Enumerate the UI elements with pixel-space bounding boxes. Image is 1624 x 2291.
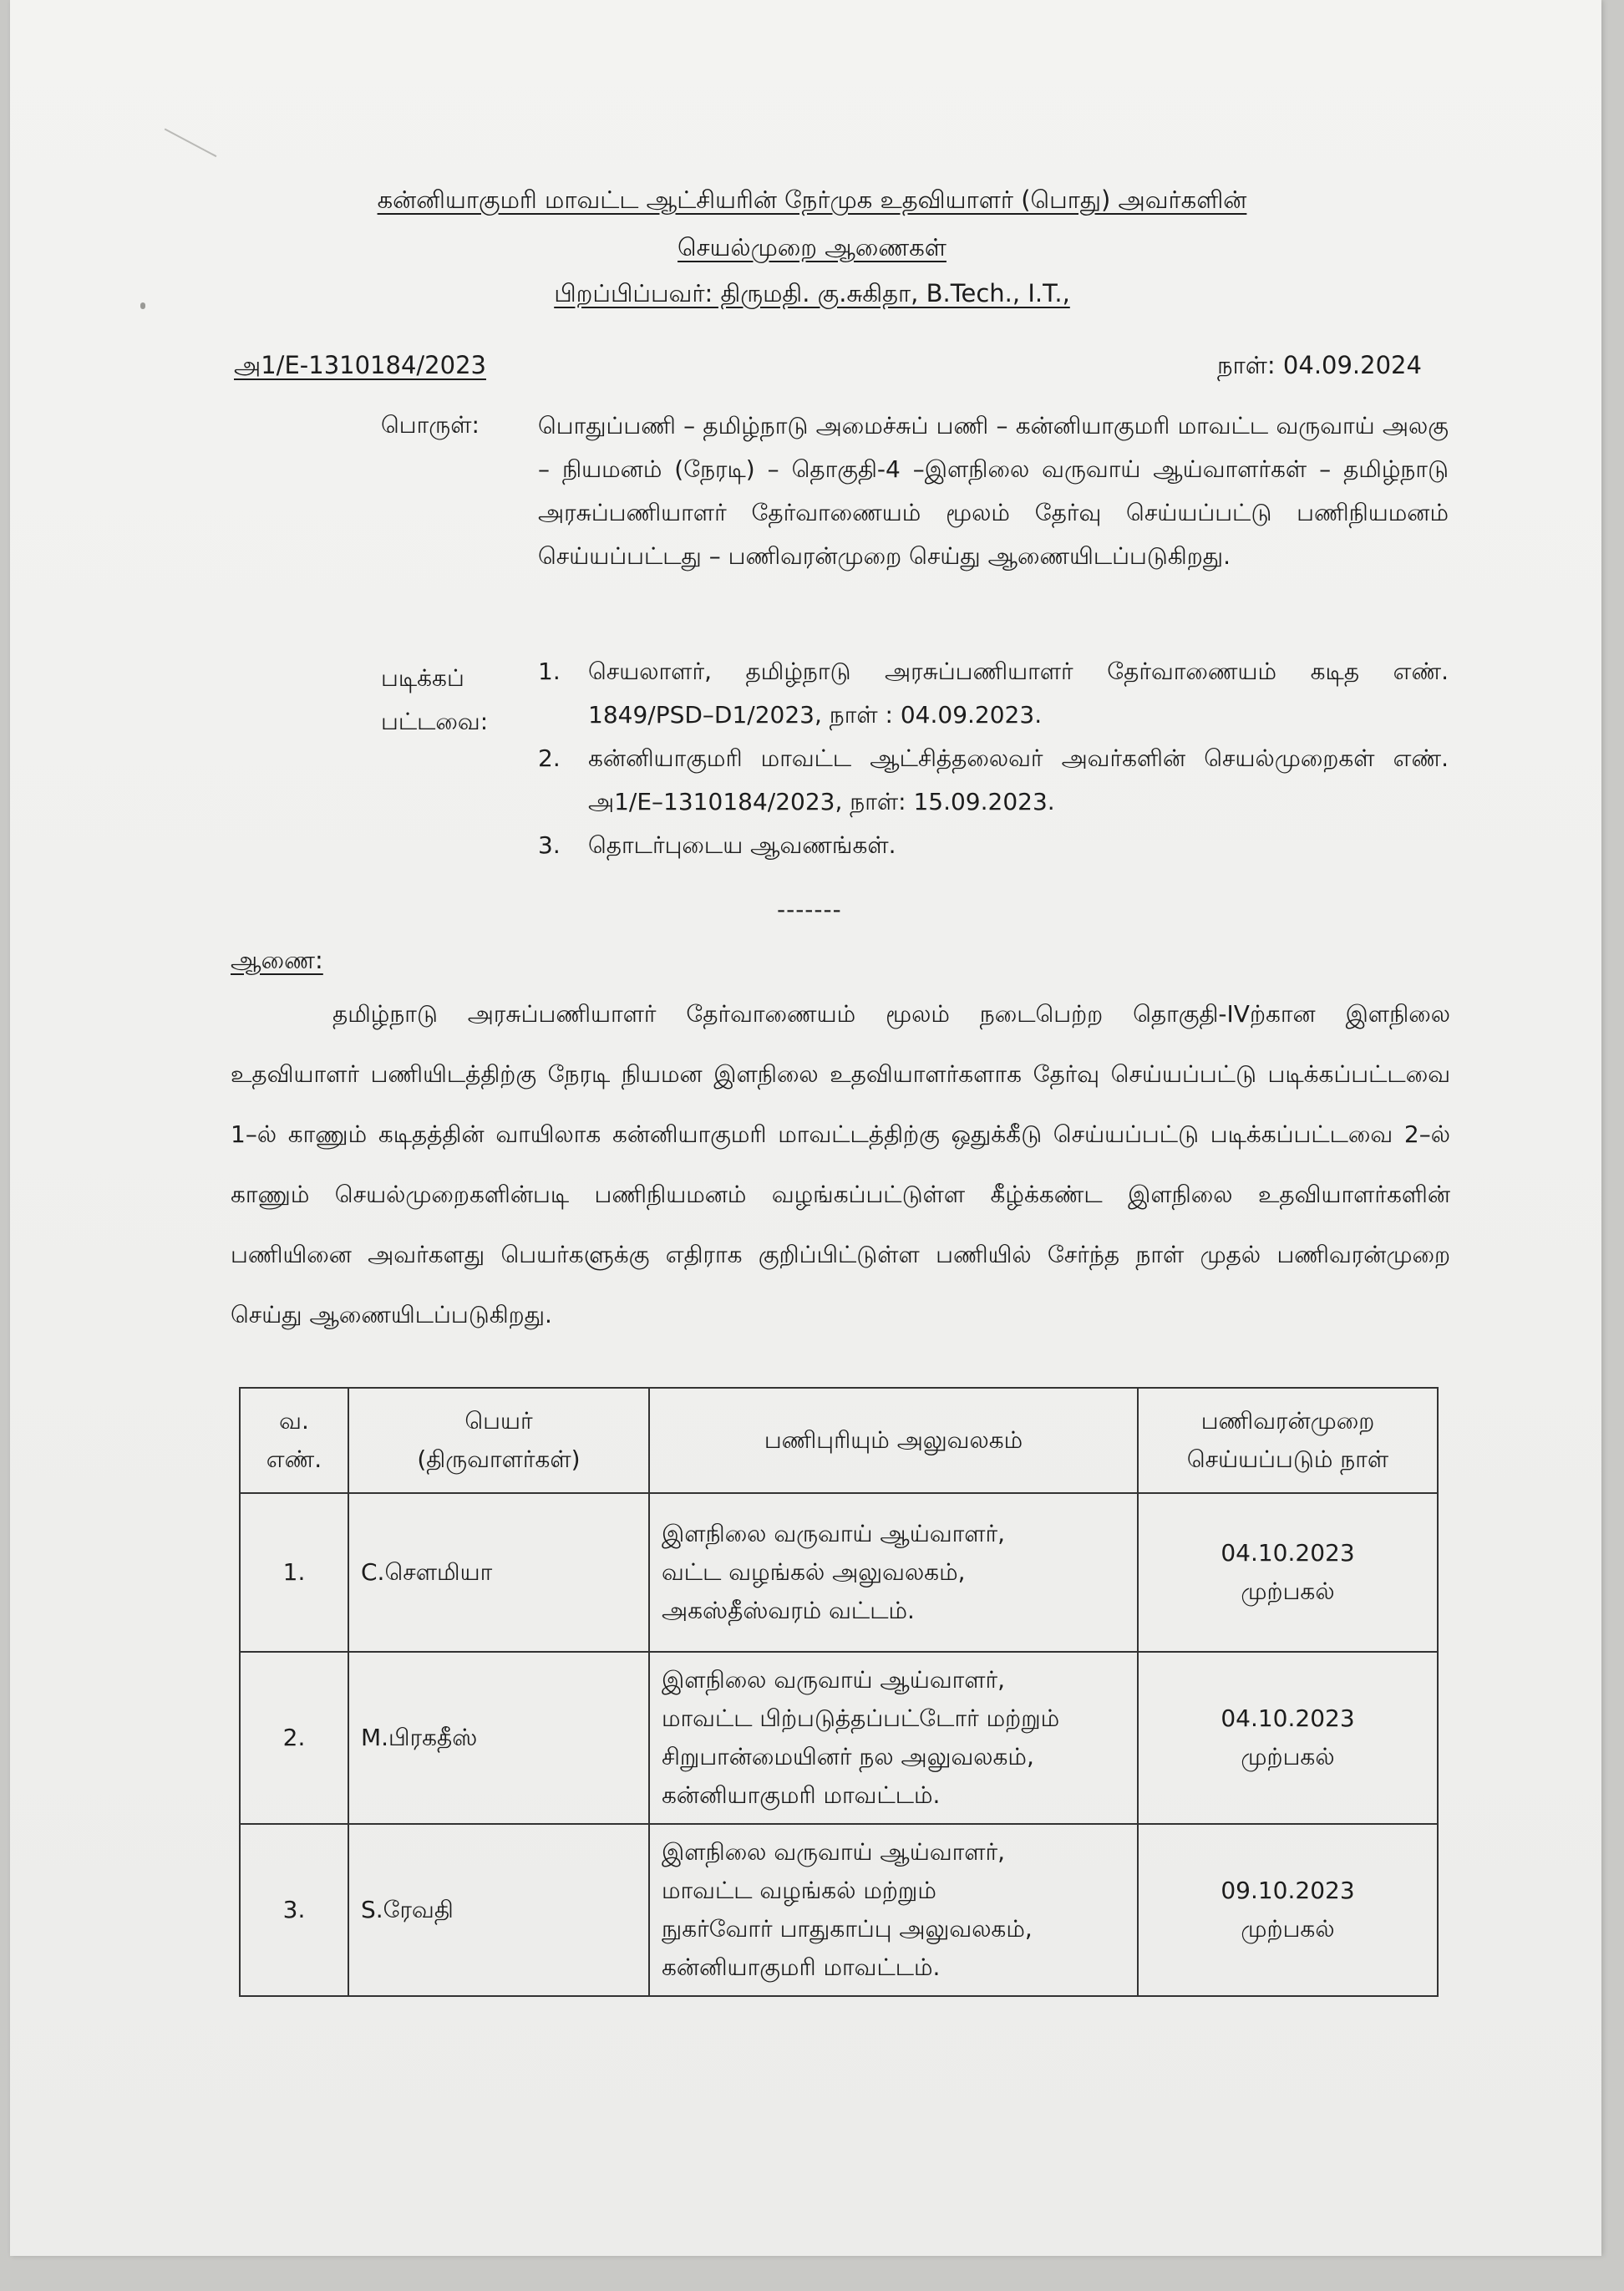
references-list [538,650,1449,867]
header-regularisation-date [1138,1388,1438,1493]
reference-item-number: 2. [538,744,561,772]
row-session: முற்பகல் [1241,1743,1335,1770]
table-row [240,1824,1438,1996]
reference-item-text: செயலாளர், தமிழ்நாடு அரசுப்பணியாளர் தேர்வாணையம் கடித எண். 1849/PSD–D1/2023, நாள் : 04.09.2023. [588,658,1449,729]
reference-item [538,737,1449,824]
header-text: பெயர் [464,1407,533,1435]
header-issuer-line: பிறப்பிப்பவர்: திருமதி. கு.சுகிதா, B.Tech., I.T., [554,279,1070,307]
office-line: மாவட்ட பிற்படுத்தப்பட்டோர் மற்றும் [662,1704,1060,1732]
row-session: முற்பகல் [1241,1577,1335,1605]
header-title-line2: செயல்முறை ஆணைகள் [678,233,946,262]
references-label: படிக்கப் பட்டவை: [381,664,489,735]
order-body-text: தமிழ்நாடு அரசுப்பணியாளர் தேர்வாணையம் மூலம் நடைபெற்ற தொகுதி-IVற்கான இளநிலை உதவியாளர் பணியிடத்திற்கு நேரடி நியமன இளநிலை உதவியாளர்களாக தேர்வு செய்யப்பட்டு படிக்கப்பட்டவை 1–ல் காணும் கடிதத்தின் வாயிலாக கன்னியாகுமரி மாவட்டத்திற்கு ஒதுக்கீடு செய்யப்பட்டு படிக்கப்பட்டவை 2–ல் காணும் செயல்முறைகளின்படி பணிநியமனம் வழங்கப்பட்டுள்ள கீழ்க்கண்ட இளநிலை உதவியாளர்களின் பணியினை அவர்களது பெயர்களுக்கு எதிராக குறிப்பிட்டுள்ள பணியில் சேர்ந்த நாள் முதல் பணிவரன்முறை செய்து ஆணையிடப்படுகிறது. [231,1000,1450,1328]
header-text: எண். [266,1445,322,1473]
row-date [1138,1824,1438,1996]
subject-text: பொதுப்பணி – தமிழ்நாடு அமைச்சுப் பணி – கன்னியாகுமரி மாவட்ட வருவாய் அலகு – நியமனம் (நேரடி) – தொகுதி-4 –இளநிலை வருவாய் ஆய்வாளர்கள் – தமிழ்நாடு அரசுப்பணியாளர் தேர்வாணையம் மூலம் தேர்வு செய்யப்பட்டு பணிநியமனம் செய்யப்பட்டது – பணிவரன்முறை செய்து ஆணையிடப்படுகிறது. [538,412,1449,570]
office-line: நுகர்வோர் பாதுகாப்பு அலுவலகம், [662,1915,1033,1943]
document-date: நாள்: 04.09.2024 [1217,351,1422,379]
header-name [348,1388,649,1493]
row-serial-number: 1. [240,1493,348,1652]
row-date-value: 04.10.2023 [1221,1704,1355,1732]
reference-item-number: 1. [538,658,561,685]
office-line: இளநிலை வருவாய் ஆய்வாளர், [662,1666,1006,1694]
reference-item-text: தொடர்புடைய ஆவணங்கள். [588,831,896,859]
office-line: கன்னியாகுமரி மாவட்டம். [662,1781,941,1809]
row-name: M.பிரகதீஸ் [348,1652,649,1824]
table-header-row [240,1388,1438,1493]
row-date [1138,1493,1438,1652]
row-serial-number: 2. [240,1652,348,1824]
header-text: (திருவாளர்கள்) [417,1445,581,1473]
row-office [649,1652,1138,1824]
reference-item [538,824,1449,867]
table-row [240,1493,1438,1652]
office-line: வட்ட வழங்கல் அலுவலகம், [662,1558,966,1586]
section-separator: ------- [777,896,842,923]
row-office [649,1493,1138,1652]
subject-label: பொருள்: [381,411,480,439]
row-serial-number: 3. [240,1824,348,1996]
row-date [1138,1652,1438,1824]
row-session: முற்பகல் [1241,1915,1335,1943]
reference-item [538,650,1449,737]
row-name: S.ரேவதி [348,1824,649,1996]
header-serial-number [240,1388,348,1493]
reference-number: அ1/E-1310184/2023 [234,351,486,379]
staff-table [239,1387,1439,1997]
row-date-value: 09.10.2023 [1221,1877,1355,1904]
office-line: அகஸ்தீஸ்வரம் வட்டம். [662,1597,915,1624]
reference-item-text: கன்னியாகுமரி மாவட்ட ஆட்சித்தலைவர் அவர்களின் செயல்முறைகள் எண். அ1/E–1310184/2023, நாள்: 15.09.2023. [588,744,1449,815]
office-line: இளநிலை வருவாய் ஆய்வாளர், [662,1838,1006,1866]
office-line: கன்னியாகுமரி மாவட்டம். [662,1953,941,1981]
office-line: இளநிலை வருவாய் ஆய்வாளர், [662,1520,1006,1547]
header-text: செய்யப்படும் நாள் [1186,1445,1389,1473]
header-text: வ. [279,1407,309,1435]
table-row [240,1652,1438,1824]
row-date-value: 04.10.2023 [1221,1539,1355,1567]
office-line: சிறுபான்மையினர் நல அலுவலகம், [662,1743,1034,1770]
header-title-line1: கன்னியாகுமரி மாவட்ட ஆட்சியரின் நேர்முக உதவியாளர் (பொது) அவர்களின் [377,185,1247,214]
header-office: பணிபுரியும் அலுவலகம் [649,1388,1138,1493]
row-name: C.சௌமியா [348,1493,649,1652]
header-text: பணிவரன்முறை [1200,1407,1375,1435]
row-office [649,1824,1138,1996]
office-line: மாவட்ட வழங்கல் மற்றும் [662,1877,936,1904]
order-label: ஆணை: [231,946,323,974]
reference-item-number: 3. [538,831,561,859]
